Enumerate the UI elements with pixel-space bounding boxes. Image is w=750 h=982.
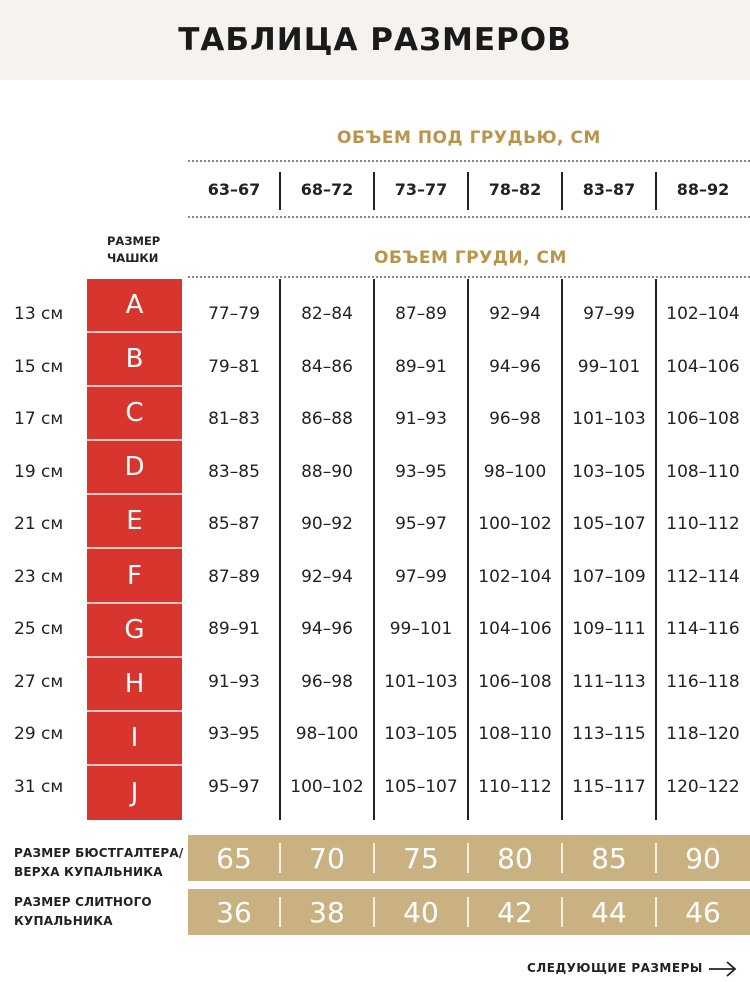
cup-letter: C <box>87 387 182 441</box>
cup-difference: 17 см <box>14 409 64 429</box>
swimsuit-size-label-line2: КУПАЛЬНИКА <box>14 914 113 928</box>
column-divider <box>373 172 375 210</box>
cup-difference: 19 см <box>14 461 64 482</box>
underbust-range: 78–82 <box>488 180 542 199</box>
column-divider <box>467 279 469 820</box>
divider-middle <box>188 216 750 218</box>
bust-value: 95–97 <box>208 776 260 797</box>
bar-divider <box>373 897 375 927</box>
bust-value: 93–95 <box>208 724 260 744</box>
bust-value: 89–91 <box>395 356 447 377</box>
bust-value: 111–113 <box>572 671 646 692</box>
divider-top <box>188 160 750 162</box>
bust-value: 112–114 <box>666 566 740 587</box>
bust-value: 91–93 <box>208 671 260 692</box>
bust-heading: ОБЪЕМ ГРУДИ, СМ <box>374 248 567 268</box>
underbust-range: 73–77 <box>394 180 448 199</box>
underbust-range: 83–87 <box>582 180 636 199</box>
bust-value: 92–94 <box>301 566 353 587</box>
bust-value: 79–81 <box>208 356 260 377</box>
bust-value: 106–108 <box>666 409 740 429</box>
underbust-heading: ОБЪЕМ ПОД ГРУДЬЮ, СМ <box>337 128 601 148</box>
bust-value: 118–120 <box>666 724 740 744</box>
cup-letter: G <box>87 604 182 658</box>
swimsuit-size-label <box>14 893 152 931</box>
bust-value: 116–118 <box>666 671 740 692</box>
column-divider <box>561 172 563 210</box>
cup-letter: E <box>87 495 182 549</box>
cup-letter: H <box>87 658 182 712</box>
bust-value: 109–111 <box>572 619 646 639</box>
bust-value: 88–90 <box>301 461 353 482</box>
bust-value: 99–101 <box>389 619 453 639</box>
bust-value: 106–108 <box>478 671 552 692</box>
bust-value: 96–98 <box>489 409 541 429</box>
bust-value: 85–87 <box>208 514 260 534</box>
swimsuit-size-bar <box>188 889 750 935</box>
column-divider <box>561 279 563 820</box>
bust-value: 120–122 <box>666 776 740 797</box>
cup-letter: D <box>87 441 182 495</box>
bar-divider <box>655 843 657 873</box>
bust-value: 101–103 <box>572 409 646 429</box>
swimsuit-size: 46 <box>685 895 721 929</box>
bust-value: 87–89 <box>208 566 260 587</box>
bust-value: 102–104 <box>666 304 740 324</box>
bust-value: 113–115 <box>572 724 646 744</box>
bust-value: 91–93 <box>395 409 447 429</box>
bust-value: 100–102 <box>290 776 364 797</box>
bra-size: 70 <box>309 841 345 875</box>
cup-size-label <box>107 233 160 267</box>
cup-size-label-line1: РАЗМЕР <box>107 234 161 248</box>
bust-value: 97–99 <box>395 566 447 587</box>
bra-size-bar <box>188 835 750 881</box>
bust-value: 94–96 <box>301 619 353 639</box>
bar-divider <box>373 843 375 873</box>
bust-value: 84–86 <box>301 356 353 377</box>
bust-value: 90–92 <box>301 514 353 534</box>
cup-difference: 13 см <box>14 304 64 324</box>
bust-value: 104–106 <box>478 619 552 639</box>
bust-value: 108–110 <box>478 724 552 744</box>
underbust-range: 63–67 <box>207 180 261 199</box>
cup-letter: J <box>130 777 139 808</box>
bust-value: 94–96 <box>489 356 541 377</box>
bra-size: 80 <box>497 841 533 875</box>
bust-value: 104–106 <box>666 356 740 377</box>
bra-size-label <box>14 844 184 882</box>
column-divider <box>279 279 281 820</box>
cup-size-label-line2: ЧАШКИ <box>107 251 159 265</box>
bust-value: 87–89 <box>395 304 447 324</box>
cup-letter: B <box>87 333 182 387</box>
bar-divider <box>467 843 469 873</box>
bust-value: 93–95 <box>395 461 447 482</box>
column-divider <box>373 279 375 820</box>
cup-difference: 27 см <box>14 671 64 692</box>
bust-value: 98–100 <box>483 461 547 482</box>
bust-value: 100–102 <box>478 514 552 534</box>
bar-divider <box>467 897 469 927</box>
bar-divider <box>279 897 281 927</box>
bar-divider <box>279 843 281 873</box>
bust-value: 110–112 <box>478 776 552 797</box>
bust-value: 105–107 <box>572 514 646 534</box>
next-sizes-link[interactable]: СЛЕДУЮЩИЕ РАЗМЕРЫ <box>527 961 703 975</box>
bra-size: 75 <box>403 841 439 875</box>
page-title: ТАБЛИЦА РАЗМЕРОВ <box>178 22 572 58</box>
bust-value: 108–110 <box>666 461 740 482</box>
swimsuit-size-label-line1: РАЗМЕР СЛИТНОГО <box>14 895 152 909</box>
bust-value: 99–101 <box>577 356 641 377</box>
underbust-range: 88–92 <box>676 180 730 199</box>
bust-value: 86–88 <box>301 409 353 429</box>
cup-difference: 31 см <box>14 776 64 797</box>
bust-value: 96–98 <box>301 671 353 692</box>
bust-value: 92–94 <box>489 304 541 324</box>
bra-size-label-line2: ВЕРХА КУПАЛЬНИКА <box>14 865 163 879</box>
bust-value: 97–99 <box>583 304 635 324</box>
divider-bust <box>188 276 750 278</box>
bust-value: 98–100 <box>295 724 359 744</box>
column-divider <box>279 172 281 210</box>
bar-divider <box>561 843 563 873</box>
swimsuit-size: 40 <box>403 895 439 929</box>
column-divider <box>467 172 469 210</box>
swimsuit-size: 38 <box>309 895 345 929</box>
bust-value: 105–107 <box>384 776 458 797</box>
bra-size: 65 <box>216 841 252 875</box>
bar-divider <box>655 897 657 927</box>
swimsuit-size: 42 <box>497 895 533 929</box>
bar-divider <box>561 897 563 927</box>
bust-value: 103–105 <box>572 461 646 482</box>
bust-value: 81–83 <box>208 409 260 429</box>
bust-value: 107–109 <box>572 566 646 587</box>
bust-value: 83–85 <box>208 461 260 482</box>
column-divider <box>655 172 657 210</box>
bust-value: 89–91 <box>208 619 260 639</box>
swimsuit-size: 36 <box>216 895 252 929</box>
bust-value: 115–117 <box>572 776 646 797</box>
cup-letter: I <box>87 712 182 766</box>
bust-value: 82–84 <box>301 304 353 324</box>
cup-difference: 23 см <box>14 566 64 587</box>
cup-letter: F <box>87 550 182 604</box>
bra-size-label-line1: РАЗМЕР БЮСТГАЛТЕРА/ <box>14 846 184 860</box>
bust-value: 103–105 <box>384 724 458 744</box>
cup-difference: 15 см <box>14 356 64 377</box>
bust-value: 110–112 <box>666 514 740 534</box>
swimsuit-size: 44 <box>591 895 627 929</box>
cup-difference: 29 см <box>14 724 64 744</box>
bra-size: 90 <box>685 841 721 875</box>
page-header <box>0 0 750 80</box>
bust-value: 77–79 <box>208 304 260 324</box>
underbust-range: 68–72 <box>300 180 354 199</box>
bust-value: 114–116 <box>666 619 740 639</box>
arrow-right-icon[interactable] <box>708 960 738 978</box>
bust-value: 102–104 <box>478 566 552 587</box>
cup-difference: 21 см <box>14 514 64 534</box>
bra-size: 85 <box>591 841 627 875</box>
cup-letter: A <box>87 279 182 333</box>
cup-difference: 25 см <box>14 619 64 639</box>
bust-value: 101–103 <box>384 671 458 692</box>
column-divider <box>655 279 657 820</box>
bust-value: 95–97 <box>395 514 447 534</box>
